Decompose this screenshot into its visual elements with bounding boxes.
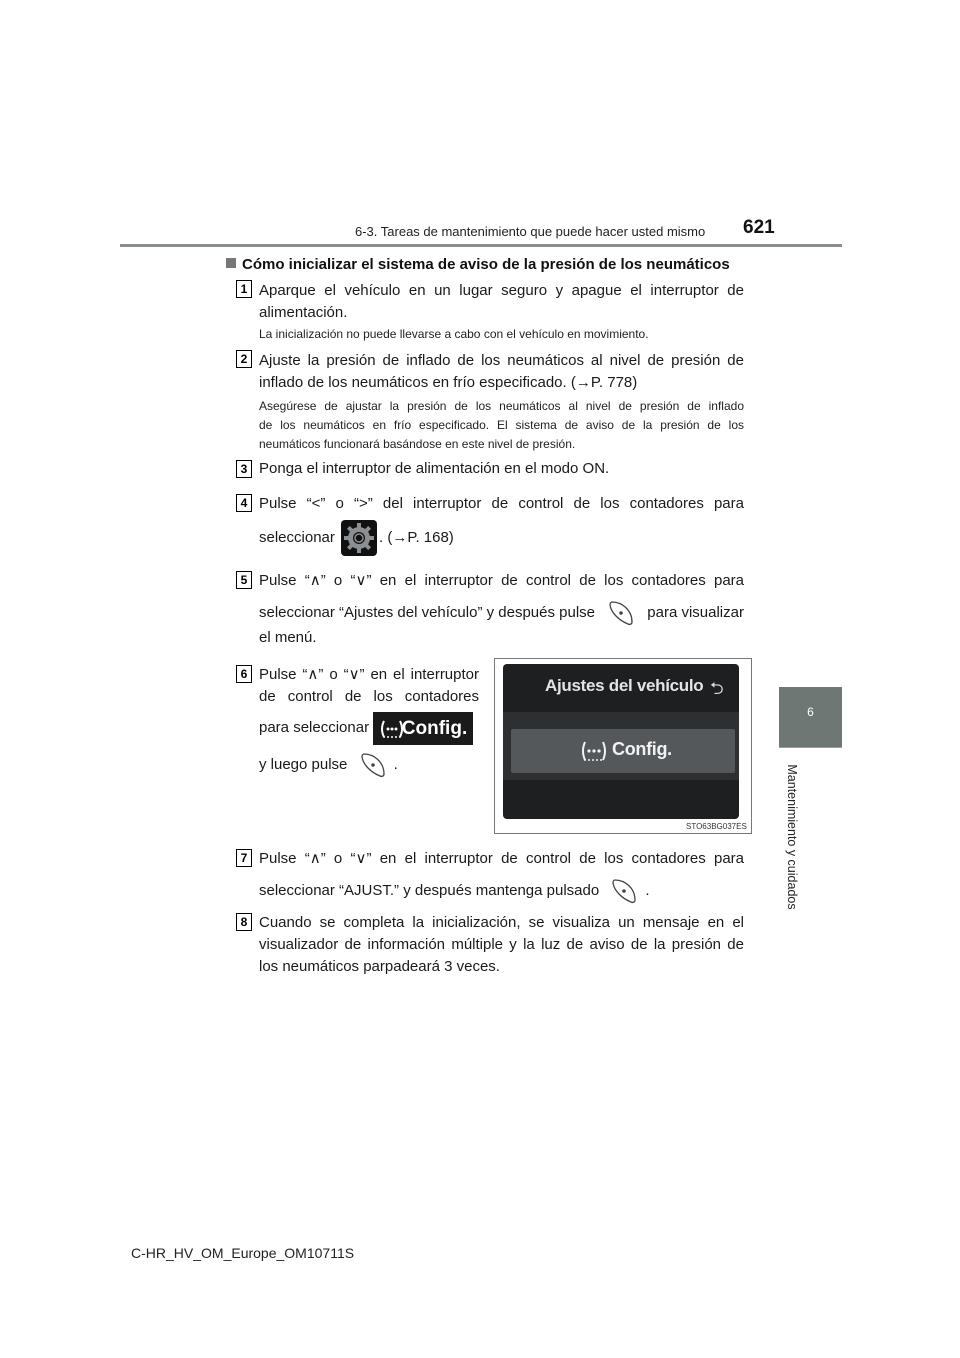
document-id: C-HR_HV_OM_Europe_OM10711S	[131, 1245, 355, 1261]
step-6-line-1: Pulse “∧” o “∨” en el interruptor	[259, 666, 479, 683]
display-title: Ajustes del vehículo	[545, 676, 704, 695]
tire-pressure-icon	[379, 719, 405, 739]
step-2-note-3: neumáticos funcionará basándose en este nivel de presión.	[259, 437, 576, 451]
step-2-line-1: Ajuste la presión de inflado de los neumáticos al nivel de presión de	[259, 352, 744, 369]
chapter-number: 6	[807, 705, 814, 719]
step-number-7: 7	[236, 849, 252, 867]
page-number: 621	[743, 217, 775, 238]
step-7-line-2	[259, 875, 650, 907]
step-number-3: 3	[236, 460, 252, 478]
step-5-text-b: para visualizar	[647, 604, 744, 621]
step-6-text-c: .	[393, 756, 398, 773]
section-heading	[226, 256, 730, 273]
step-number-2: 2	[236, 350, 252, 368]
step-8-line-2: visualizador de información múltiple y la luz de aviso de la presión de	[259, 936, 744, 953]
section-title: 6-3. Tareas de mantenimiento que puede hacer usted mismo	[355, 224, 706, 239]
step-number-6: 6	[236, 665, 252, 683]
step-2-note-2: de los neumáticos en frío especificado. El sistema de aviso de la presión de los	[259, 418, 744, 432]
step-4-line-1: Pulse “<” o “>” del interruptor de control de los contadores para	[259, 495, 744, 512]
step-number-5: 5	[236, 571, 252, 589]
back-arrow-icon: ⮌	[710, 679, 724, 698]
step-6-text-b: y luego pulse	[259, 756, 348, 773]
config-icon-label: Config.	[401, 717, 468, 739]
step-5-line-2	[259, 598, 744, 628]
ok-button-icon	[609, 876, 639, 906]
step-7-line-1: Pulse “∧” o “∨” en el interruptor de control de los contadores para	[259, 850, 744, 867]
step-1-line-2: alimentación.	[259, 304, 348, 321]
step-number-4: 4	[236, 494, 252, 512]
figure-code: STO63BG037ES	[686, 822, 747, 831]
step-1-line-1: Aparque el vehículo en un lugar seguro y apague el interruptor de	[259, 282, 744, 299]
chapter-label: Mantenimiento y cuidados	[785, 764, 799, 910]
step-4-text-a: seleccionar	[259, 529, 335, 546]
section-heading-text: Cómo inicializar el sistema de aviso de la presión de los neumáticos	[242, 256, 730, 273]
step-6-line-2: de control de los contadores	[259, 688, 479, 705]
step-4-text-b: . (→P. 168)	[379, 529, 454, 546]
step-4-line-2	[259, 520, 454, 556]
step-1-note: La inicialización no puede llevarse a cabo con el vehículo en movimiento.	[259, 327, 649, 341]
step-6-line-4	[259, 750, 398, 780]
step-5-line-3: el menú.	[259, 629, 317, 646]
step-7-text-b: .	[645, 882, 650, 899]
step-7-text-a: seleccionar “AJUST.” y después mantenga pulsado	[259, 882, 600, 899]
step-6-line-3	[259, 711, 473, 745]
tire-pressure-icon	[580, 740, 608, 762]
step-number-1: 1	[236, 280, 252, 298]
ok-button-icon	[358, 750, 388, 780]
step-5-line-1: Pulse “∧” o “∨” en el interruptor de control de los contadores para	[259, 572, 744, 589]
step-5-text-a: seleccionar “Ajustes del vehículo” y después pulse	[259, 604, 596, 621]
step-6-text-a: para seleccionar	[259, 719, 370, 736]
step-2-note-1: Asegúrese de ajustar la presión de los neumáticos al nivel de presión de inflado	[259, 399, 744, 413]
step-8-line-3: los neumáticos parpadeará 3 veces.	[259, 958, 500, 975]
step-2-line-2: inflado de los neumáticos en frío especificado. (→P. 778)	[259, 374, 638, 391]
bullet-square-icon	[226, 258, 236, 268]
gear-icon	[341, 520, 377, 556]
display-item-label: Config.	[612, 739, 672, 759]
header-divider	[120, 244, 842, 247]
step-8-line-1: Cuando se completa la inicialización, se visualiza un mensaje en el	[259, 914, 744, 931]
config-menu-icon	[373, 712, 473, 745]
ok-button-icon	[606, 598, 636, 628]
step-3-line-1: Ponga el interruptor de alimentación en el modo ON.	[259, 460, 610, 477]
step-number-8: 8	[236, 913, 252, 931]
